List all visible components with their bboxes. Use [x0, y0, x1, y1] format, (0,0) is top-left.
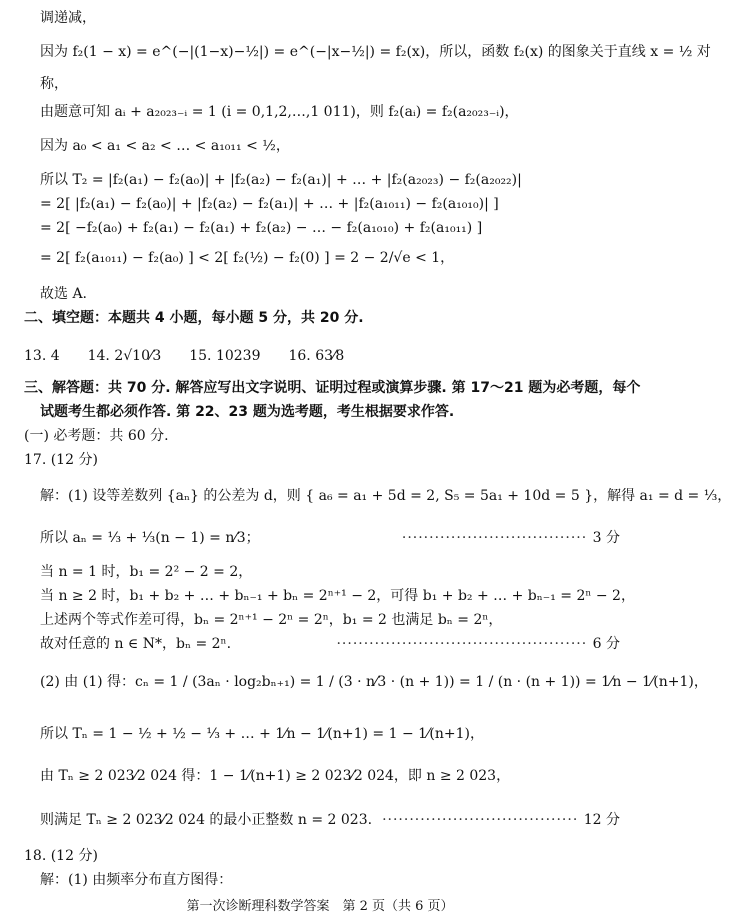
text-line-l14: 试题考生都必须作答. 第 22、23 题为选考题，考生根据要求作答.	[40, 404, 455, 420]
text-line-l22: 故对任意的 n ∈ N*，bₙ = 2ⁿ.	[40, 636, 232, 652]
text-line-l09: = 2[ f₂(a₁₀₁₁) − f₂(a₀) ] < 2[ f₂(½) − f₂(0) ] = 2 − 2/√e < 1，	[40, 250, 455, 266]
text-line-l23: (2) 由 (1) 得：cₙ = 1 / (3aₙ · log₂bₙ₊₁) = 1 / (3 · n⁄3 · (n + 1)) = 1 / (n · (n + 1)) = 1⁄n − 1⁄(n+1)，	[40, 674, 708, 690]
text-line-l19: 当 n = 1 时，b₁ = 2² − 2 = 2，	[40, 564, 253, 580]
text-line-l10: 故选 A.	[40, 286, 88, 302]
text-line-l25: 由 Tₙ ≥ 2 023⁄2 024 得：1 − 1⁄(n+1) ≥ 2 023⁄2 024，即 n ≥ 2 023，	[40, 768, 511, 784]
score-marker-s3	[382, 810, 620, 830]
score-marker-s1	[402, 528, 620, 548]
text-line-l16: 17. (12 分)	[24, 452, 98, 468]
text-line-l11: 二、填空题：本题共 4 小题，每小题 5 分，共 20 分.	[24, 310, 364, 326]
text-line-l20: 当 n ≥ 2 时，b₁ + b₂ + … + bₙ₋₁ + bₙ = 2ⁿ⁺¹ − 2，可得 b₁ + b₂ + … + bₙ₋₁ = 2ⁿ − 2，	[40, 588, 635, 604]
leader-dots: ··············································	[336, 636, 593, 652]
text-line-l01: 调递减，	[40, 10, 96, 26]
text-line-l28: 解：(1) 由频率分布直方图得：	[40, 872, 233, 888]
score-value: 6 分	[592, 636, 620, 652]
text-line-l07: = 2[ |f₂(a₁) − f₂(a₀)| + |f₂(a₂) − f₂(a₁)| + … + |f₂(a₁₀₁₁) − f₂(a₁₀₁₀)| ]	[40, 196, 499, 212]
text-line-l26: 则满足 Tₙ ≥ 2 023⁄2 024 的最小正整数 n = 2 023.	[40, 812, 373, 828]
text-line-l13: 三、解答题：共 70 分. 解答应写出文字说明、证明过程或演算步骤. 第 17～21 题为必考题，每个	[24, 380, 641, 396]
score-value: 3 分	[592, 530, 620, 546]
leader-dots: ····································	[382, 812, 584, 828]
text-line-l17: 解：(1) 设等差数列 {aₙ} 的公差为 d，则 { a₆ = a₁ + 5d = 2, S₅ = 5a₁ + 10d = 5 }，解得 a₁ = d = ⅓，	[40, 488, 731, 504]
text-line-l08: = 2[ −f₂(a₀) + f₂(a₁) − f₂(a₁) + f₂(a₂) − … − f₂(a₁₀₁₀) + f₂(a₁₀₁₁) ]	[40, 220, 483, 236]
text-line-l21: 上述两个等式作差可得，bₙ = 2ⁿ⁺¹ − 2ⁿ = 2ⁿ，b₁ = 2 也满足 bₙ = 2ⁿ，	[40, 612, 503, 628]
text-line-l02: 因为 f₂(1 − x) = e^(−|(1−x)−½|) = e^(−|x−½|) = f₂(x)，所以，函数 f₂(x) 的图象关于直线 x = ½ 对	[40, 44, 711, 60]
text-line-l18: 所以 aₙ = ⅓ + ⅓(n − 1) = n⁄3；	[40, 530, 260, 546]
page-footer: 第一次诊断理科数学答案 第 2 页（共 6 页）	[186, 899, 454, 914]
score-marker-s2	[336, 634, 620, 654]
text-line-l05: 因为 a₀ < a₁ < a₂ < … < a₁₀₁₁ < ½，	[40, 138, 290, 154]
leader-dots: ··································	[401, 530, 593, 546]
text-line-l24: 所以 Tₙ = 1 − ½ + ½ − ⅓ + … + 1⁄n − 1⁄(n+1) = 1 − 1⁄(n+1)，	[40, 726, 484, 742]
score-value: 12 分	[583, 812, 620, 828]
text-line-l15: (一) 必考题：共 60 分.	[24, 428, 169, 444]
text-line-l04: 由题意可知 aᵢ + a₂₀₂₃₋ᵢ = 1 (i = 0,1,2,…,1 011)，则 f₂(aᵢ) = f₂(a₂₀₂₃₋ᵢ)，	[40, 104, 519, 120]
text-line-l03: 称，	[40, 76, 68, 92]
text-line-l06: 所以 T₂ = |f₂(a₁) − f₂(a₀)| + |f₂(a₂) − f₂(a₁)| + … + |f₂(a₂₀₂₃) − f₂(a₂₀₂₂)|	[40, 172, 522, 188]
text-line-l12: 13. 4 14. 2√10⁄3 15. 10239 16. 63⁄8	[24, 348, 345, 364]
text-line-l27: 18. (12 分)	[24, 848, 98, 864]
